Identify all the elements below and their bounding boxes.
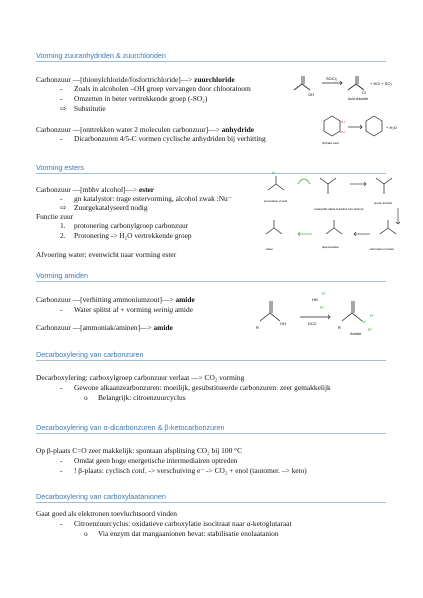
acid-chloride-diagram — [290, 68, 410, 102]
products-label: + HCl + SO₂ — [370, 81, 393, 86]
step-label: deprotonation — [322, 245, 340, 249]
svg-text:R'': R'' — [320, 305, 325, 310]
svg-text:R: R — [338, 325, 341, 330]
bullet-line: - gn katalystor: trage estervorming, alcohol zwak :Nu⁻ — [60, 194, 232, 203]
line-amide-amine: Carbonzuur —[ammoniak/aminen]—> amide — [36, 323, 173, 332]
step-label: proton transfer — [374, 201, 393, 205]
bullet-line: - Water splitst af + vorming weinig amide — [60, 305, 193, 314]
svg-text:OH: OH — [280, 321, 286, 326]
water-product: + H₂O — [386, 125, 397, 130]
line-decarboxylering: Decarboxylering: carboxylgroep carbonzuur verlaat —> CO₂ vorming — [36, 373, 245, 382]
numbered-item-2: 2. Protonering -> H₂O vertrekkende groep — [60, 231, 192, 240]
bullet-line: - Citroenzuurcyclus: oxidatieve carboxylatie isocitraat naar α-ketoglutaraat — [60, 519, 292, 528]
svg-text:Cl: Cl — [362, 90, 366, 95]
line-amide-heat: Carbonzuur —[verhitting ammoniumzout]—> amide — [36, 295, 195, 304]
amide-diagram — [254, 287, 404, 337]
anhydride-diagram — [318, 113, 408, 149]
step-label: protonation of acid — [264, 199, 288, 203]
line-zuurchloride: Carbonzuur —[thionylchloride/fosfortrichloride]—> zuurchloride — [36, 75, 235, 84]
reactant-name: phthalic acid — [322, 141, 339, 145]
svg-text:R': R' — [322, 291, 326, 296]
bullet-line: - Omdat geen hoge energetische intermediairen optreden — [60, 456, 238, 465]
heading-zuuranhydriden: Vorming zuuranhydriden & zuurchloriden — [36, 51, 386, 62]
svg-text:R': R' — [370, 313, 374, 318]
reagent-label: DCC — [308, 321, 317, 326]
heading-esters: Vorming esters — [36, 163, 386, 174]
heading-dicarbonzuren: Decarboxylering van α-dicarbonzuren & β-ketocarbonzuren — [36, 423, 386, 434]
line-beta: Op β-plaats C=O zeer makkelijk: spontaan afsplitsing CO₂ bij 100 °C — [36, 446, 242, 455]
bullet-line: - Omzetten in beter vertrekkende groep (-SO₂) — [60, 94, 208, 103]
svg-text:H: H — [272, 171, 275, 175]
ester-mechanism-diagram — [258, 168, 418, 263]
bullet-line: - Zoals in alcoholen –OH groep vervangen door chlooratoom — [60, 84, 251, 93]
sub-bullet: o Via enzym dat mangaanionen bevat: stabilisatie enolaatanion — [84, 529, 279, 538]
step-label: elimination of water — [370, 247, 395, 251]
line-elektronen: Gaat goed als elektronen toevluchtsoord vinden — [36, 509, 177, 518]
sub-bullet: o Belangrijk: citroenzuurcyclus — [84, 393, 186, 402]
amine-label: HN — [312, 297, 318, 302]
svg-text:R'': R'' — [368, 327, 373, 332]
numbered-item-1: 1. protonering carbonylgroep carbonzuur — [60, 221, 189, 230]
line-ester: Carbonzuur —[mbhv alcohol]—> ester — [36, 185, 155, 194]
step-label: nucleophilic attack of alcohol onto carbonyl — [314, 208, 364, 211]
svg-text:R: R — [256, 325, 259, 330]
line-anhydride: Carbonzuur —[onttrekken water 2 moleculen carbonzuur]—> anhydride — [36, 125, 255, 134]
svg-text:N: N — [362, 319, 365, 324]
line-afvoering: Afvoering water: evenwicht naar vorming ester — [36, 250, 177, 259]
heading-carboxylaatanionen: Decarboxylering van carboxylaatanionen — [36, 492, 386, 503]
step-label: water — [266, 247, 273, 251]
bullet-line: - Dicarbonzuren 4/5-C vormen cyclische anhydriden bij verhitting — [60, 134, 266, 143]
heading-decarboxylering: Decarboxylering van carbonzuren — [36, 350, 386, 361]
reagent-label: SOCl₂ — [326, 76, 338, 81]
bullet-line: - Gewone alkaanzearbonzuren: moeilijk, gesubstitueerde carbonzuren: zeer gemakkelijk — [60, 383, 331, 392]
arrow-line: ⇨ Substitutie — [60, 104, 106, 113]
svg-text:OH: OH — [340, 120, 345, 124]
product-name: Acid chloride — [348, 97, 369, 101]
functie-zuur: Functie zuur — [36, 212, 74, 221]
arrow-line: ⇨ Zuurgekatalyseerd nodig — [60, 203, 148, 212]
svg-text:OH: OH — [308, 92, 314, 97]
heading-amiden: Vorming amiden — [36, 271, 386, 282]
bullet-line: - ! β-plaats: cyclisch conf. -> verschuiving e⁻ -> CO₂ + enol (tautomer. –> keto) — [60, 466, 307, 475]
svg-text:OH: OH — [340, 130, 345, 134]
product-name: Amide — [350, 331, 362, 336]
